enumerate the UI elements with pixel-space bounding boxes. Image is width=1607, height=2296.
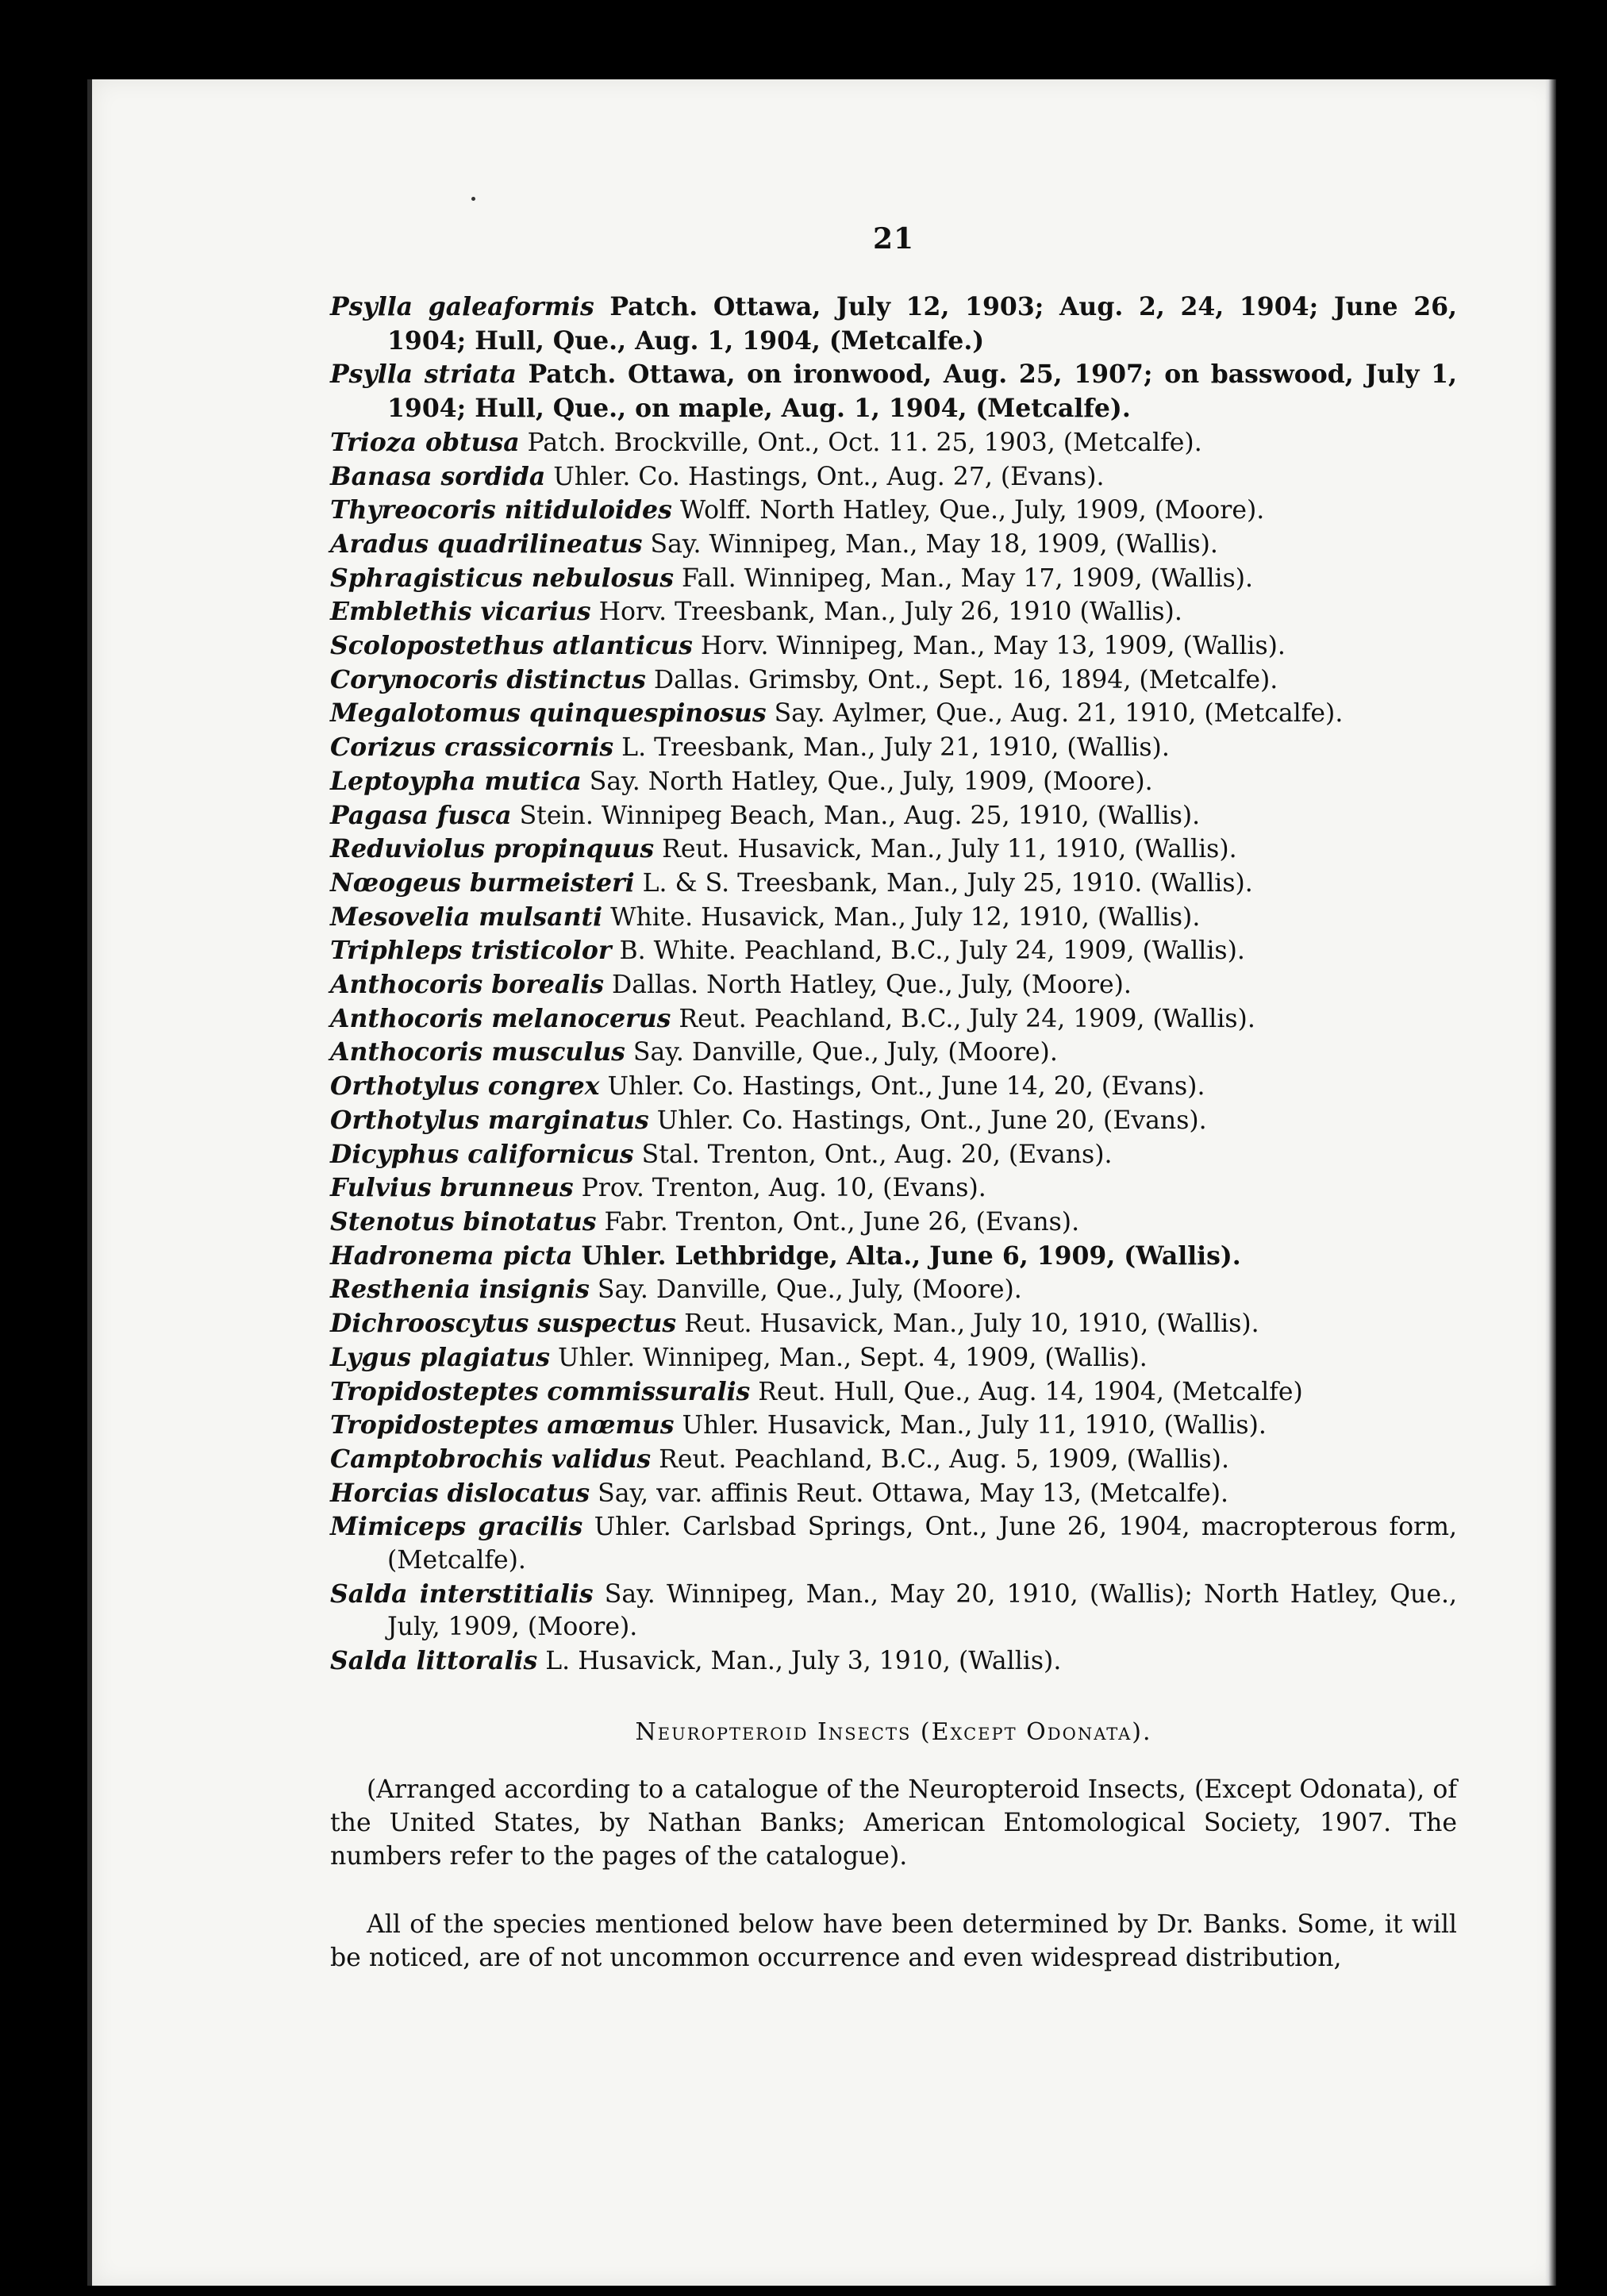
species-name: Dichrooscytus suspectus: [330, 1309, 677, 1339]
record-details: Say. North Hatley, Que., July, 1909, (Moore).: [581, 767, 1153, 796]
intro-paragraph: (Arranged according to a catalogue of the Neuropteroid Insects, (Except Odonata), of the United States, by Nathan Banks; American Entomological Society, 1907. The numbers refer to the pages of the catalogue).: [330, 1775, 1457, 1871]
record-details: Reut. Peachland, B.C., Aug. 5, 1909, (Wallis).: [651, 1444, 1229, 1474]
record-details: Uhler. Winnipeg, Man., Sept. 4, 1909, (Wallis).: [549, 1343, 1148, 1372]
species-entry: [330, 1070, 1457, 1104]
species-name: Anthocoris melanocerus: [330, 1003, 671, 1033]
species-entry: [330, 1477, 1457, 1511]
species-name: Reduviolus propinquus: [330, 834, 655, 864]
record-details: Horv. Winnipeg, Man., May 13, 1909, (Wallis).: [692, 632, 1286, 661]
species-name: Horcias dislocatus: [330, 1478, 590, 1508]
record-details: Reut. Peachland, B.C., July 24, 1909, (Wallis).: [671, 1004, 1255, 1033]
species-name: Tropidosteptes amœmus: [330, 1410, 675, 1440]
record-details: Fall. Winnipeg, Man., May 17, 1909, (Wallis).: [673, 563, 1254, 593]
species-entry: [330, 460, 1457, 494]
species-entry: [330, 1307, 1457, 1341]
section-heading: Neuropteroid Insects (Except Odonata).: [635, 1717, 1152, 1746]
species-name: Scolopostethus atlanticus: [330, 631, 693, 661]
species-entry: [330, 1644, 1457, 1679]
body-paragraph: All of the species mentioned below have been determined by Dr. Banks. Some, it will be noticed, are of not uncommon occurrence and even widespread distribution,: [330, 1909, 1457, 1972]
record-details: L. & S. Treesbank, Man., July 25, 1910. (Wallis).: [634, 868, 1253, 898]
species-name: Pagasa fusca: [330, 800, 512, 830]
species-name: Camptobrochis validus: [330, 1444, 652, 1474]
record-details: Uhler. Co. Hastings, Ont., June 20, (Evans).: [648, 1106, 1207, 1135]
species-name: Megalotomus quinquespinosus: [330, 698, 767, 729]
record-details: Say. Winnipeg, Man., May 20, 1910, (Wallis); North Hatley, Que., July, 1909, (Moore).: [387, 1579, 1457, 1642]
species-name: Stenotus binotatus: [330, 1206, 597, 1236]
record-details: Uhler. Husavick, Man., July 11, 1910, (Wallis).: [674, 1411, 1267, 1440]
species-entry: [330, 867, 1457, 901]
species-entry: [330, 1341, 1457, 1375]
species-entry: [330, 1206, 1457, 1240]
species-name: Orthotylus marginatus: [330, 1105, 649, 1135]
species-entry: [330, 1171, 1457, 1206]
species-entry: [330, 1375, 1457, 1410]
species-name: Mesovelia mulsanti: [330, 902, 603, 932]
species-entry: [330, 1240, 1457, 1274]
record-details: B. White. Peachland, B.C., July 24, 1909, (Wallis).: [611, 936, 1245, 966]
species-name: Anthocoris borealis: [330, 970, 605, 1000]
record-details: L. Treesbank, Man., July 21, 1910, (Wallis).: [613, 733, 1170, 763]
species-name: Emblethis vicarius: [330, 597, 591, 627]
record-details: L. Husavick, Man., July 3, 1910, (Wallis).: [537, 1647, 1062, 1676]
record-details: Say, var. affinis Reut. Ottawa, May 13, (Metcalfe).: [590, 1479, 1229, 1508]
species-entry: [330, 1409, 1457, 1443]
species-entry: [330, 697, 1457, 731]
record-details: Stal. Trenton, Ont., Aug. 20, (Evans).: [633, 1140, 1113, 1169]
species-entry: [330, 1273, 1457, 1307]
record-details: Patch. Brockville, Ont., Oct. 11. 25, 1903, (Metcalfe).: [519, 428, 1202, 457]
record-details: Patch. Ottawa, July 12, 1903; Aug. 2, 24, 1904; June 26, 1904; Hull, Que., Aug. 1, 1904, (Metcalfe.): [387, 292, 1457, 356]
record-details: Say. Aylmer, Que., Aug. 21, 1910, (Metcalfe).: [766, 699, 1344, 729]
species-name: Hadronema picta: [330, 1240, 573, 1271]
species-entry: [330, 833, 1457, 867]
species-entry: [330, 1002, 1457, 1036]
species-entry: [330, 934, 1457, 968]
record-details: Say. Danville, Que., July, (Moore).: [625, 1038, 1058, 1067]
species-entry: [330, 290, 1457, 358]
record-details: Horv. Treesbank, Man., July 26, 1910 (Wallis).: [590, 598, 1182, 627]
species-name: Corizus crassicornis: [330, 733, 614, 763]
species-name: Psylla galeaformis: [330, 292, 594, 321]
species-name: Dicyphus californicus: [330, 1139, 634, 1169]
record-details: Reut. Husavick, Man., July 11, 1910, (Wallis).: [654, 835, 1237, 864]
species-name: Leptoypha mutica: [330, 766, 582, 796]
species-entry: [330, 799, 1457, 833]
species-entry: [330, 765, 1457, 799]
species-entry: [330, 1104, 1457, 1138]
species-entry: [330, 1138, 1457, 1172]
record-details: Uhler. Lethbridge, Alta., June 6, 1909, (Wallis).: [572, 1240, 1241, 1271]
species-name: Orthotylus congrex: [330, 1071, 600, 1102]
record-details: Say. Winnipeg, Man., May 18, 1909, (Wallis).: [642, 529, 1218, 559]
record-details: Stein. Winnipeg Beach, Man., Aug. 25, 1910, (Wallis).: [511, 801, 1201, 830]
species-name: Tropidosteptes commissuralis: [330, 1376, 751, 1406]
species-entry: [330, 358, 1457, 425]
record-details: Uhler. Co. Hastings, Ont., June 14, 20, (Evans).: [599, 1072, 1205, 1102]
species-entry: [330, 663, 1457, 698]
species-entry: [330, 968, 1457, 1002]
species-name: Salda interstitialis: [330, 1579, 594, 1609]
species-entry: [330, 1443, 1457, 1477]
species-name: Thyreocoris nitiduloides: [330, 495, 672, 525]
species-entry: [330, 731, 1457, 765]
species-name: Lygus plagiatus: [330, 1342, 550, 1372]
species-name: Aradus quadrilineatus: [330, 529, 643, 559]
record-details: Uhler. Co. Hastings, Ont., Aug. 27, (Evans).: [545, 462, 1105, 491]
record-details: Prov. Trenton, Aug. 10, (Evans).: [573, 1174, 986, 1203]
record-details: Reut. Hull, Que., Aug. 14, 1904, (Metcalfe): [750, 1377, 1303, 1406]
species-entry: [330, 629, 1457, 663]
species-entry: [330, 562, 1457, 596]
record-details: Say. Danville, Que., July, (Moore).: [589, 1275, 1022, 1305]
species-entry: [330, 1036, 1457, 1070]
page-number: 21: [872, 222, 915, 256]
species-name: Psylla striata: [330, 360, 517, 390]
record-details: Uhler. Carlsbad Springs, Ont., June 26, 1904, macropterous form, (Metcalfe).: [387, 1513, 1457, 1575]
page-content: [330, 222, 1457, 2009]
species-name: Salda littoralis: [330, 1646, 538, 1676]
record-details: Patch. Ottawa, on ironwood, Aug. 25, 1907; on basswood, July 1, 1904; Hull, Que., on maple, Aug. 1, 1904, (Metcalfe).: [387, 360, 1457, 424]
species-name: Resthenia insignis: [330, 1275, 590, 1305]
species-name: Mimiceps gracilis: [330, 1512, 583, 1542]
species-entry: [330, 494, 1457, 528]
species-name: Corynocoris distinctus: [330, 664, 646, 694]
species-entry: [330, 901, 1457, 935]
species-name: Anthocoris musculus: [330, 1037, 625, 1067]
record-details: White. Husavick, Man., July 12, 1910, (Wallis).: [602, 902, 1201, 932]
page-edge-shadow: [1545, 79, 1556, 2286]
scan-speck: [471, 197, 475, 201]
record-details: Wolff. North Hatley, Que., July, 1909, (Moore).: [671, 496, 1265, 525]
species-entry: [330, 1510, 1457, 1577]
species-name: Fulvius brunneus: [330, 1173, 574, 1203]
species-name: Sphragisticus nebulosus: [330, 563, 674, 593]
record-details: Fabr. Trenton, Ont., June 26, (Evans).: [596, 1207, 1080, 1236]
record-details: Dallas. North Hatley, Que., July, (Moore).: [604, 971, 1132, 1000]
record-details: Reut. Husavick, Man., July 10, 1910, (Wallis).: [676, 1310, 1259, 1339]
species-name: Triphleps tristicolor: [330, 936, 612, 966]
species-entry: [330, 1578, 1457, 1644]
species-entry: [330, 426, 1457, 460]
species-name: Trioza obtusa: [330, 427, 520, 457]
species-list: [330, 290, 1457, 1679]
species-name: Banasa sordida: [330, 461, 546, 491]
species-entry: [330, 528, 1457, 562]
species-entry: [330, 595, 1457, 629]
scanned-page: [87, 79, 1556, 2286]
record-details: Dallas. Grimsby, Ont., Sept. 16, 1894, (Metcalfe).: [645, 665, 1278, 694]
species-name: Nœogeus burmeisteri: [330, 867, 635, 898]
